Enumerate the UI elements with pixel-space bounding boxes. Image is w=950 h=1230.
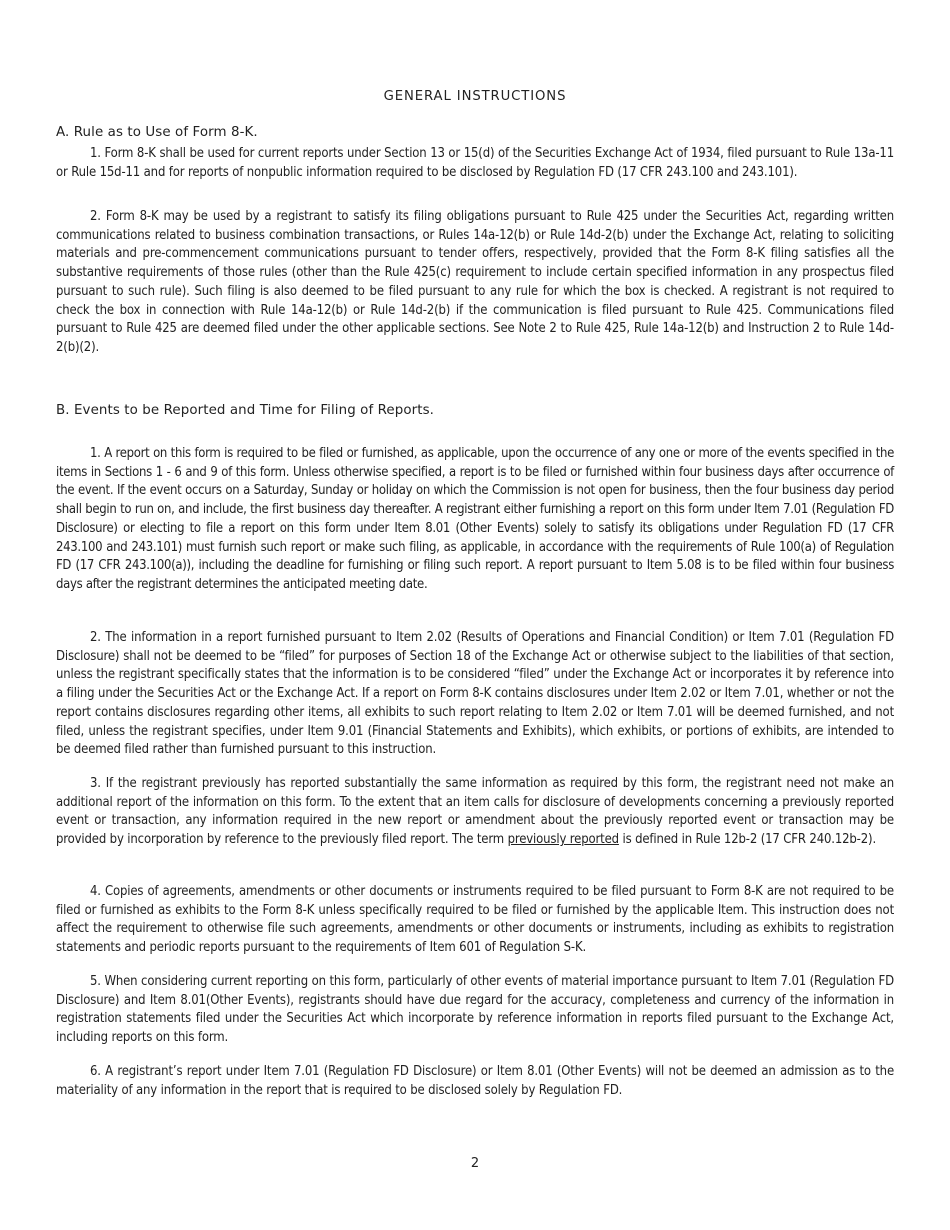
section-b-paragraph-3 <box>56 775 894 850</box>
paragraph-3-text-end: is defined in Rule 12b-2 (17 CFR 240.12b-2). <box>618 832 877 848</box>
section-b-paragraph-2: 2. The information in a report furnished pursuant to Item 2.02 (Results of Operations and Financial Condition) or Item 7.01 (Regulation FD Disclosure) shall not be deemed to be “filed” for purposes of Section 18 of the Exchange Act or otherwise subject to the liabilities of that section, unless the registrant specifically states that the information is to be considered “filed” under the Exchange Act or incorporates it by reference into a filing under the Securities Act or the Exchange Act. If a report on Form 8-K contains disclosures under Item 2.02 or Item 7.01, whether or not the report contains disclosures regarding other items, all exhibits to such report relating to Item 2.02 or Item 7.01 will be deemed furnished, and not filed, unless the registrant specifies, under Item 9.01 (Financial Statements and Exhibits), which exhibits, or portions of exhibits, are intended to be deemed filed rather than furnished pursuant to this instruction. <box>56 630 894 758</box>
paragraph-3-text-start: 3. If the registrant previously has reported substantially the same information as required by this form, the registrant need not make an additional report of the information on this form. To the extent that an item calls for disclosure of developments concerning a previously reported event or transaction, any information required in the new report or amendment about the previously reported event or transaction may be provided by incorporation by reference to the previously filed report. The term <box>56 776 894 848</box>
section-b-paragraph-1: 1. A report on this form is required to be filed or furnished, as applicable, upon the occurrence of any one or more of the events specified in the items in Sections 1 - 6 and 9 of this form. Unless otherwise specified, a report is to be filed or furnished within four business days after occurrence of the event. If the event occurs on a Saturday, Sunday or holiday on which the Commission is not open for business, then the four business day period shall begin to run on, and include, the first business day thereafter. A registrant either furnishing a report on this form under Item 7.01 (Regulation FD Disclosure) or electing to file a report on this form under Item 8.01 (Other Events) solely to satisfy its obligations under Regulation FD (17 CFR 243.100 and 243.101) must furnish such report or make such filing, as applicable, in accordance with the requirements of Rule 100(a) of Regulation FD (17 CFR 243.100(a)), including the deadline for furnishing or filing such report. A report pursuant to Item 5.08 is to be filed within four business days after the registrant determines the anticipated meeting date. <box>56 446 894 592</box>
section-b-paragraph-5: 5. When considering current reporting on this form, particularly of other events of material importance pursuant to Item 7.01 (Regulation FD Disclosure) and Item 8.01(Other Events), registrants should have due regard for the accuracy, completeness and currency of the information in registration statements filed under the Securities Act which incorporate by reference information in reports filed pursuant to the Exchange Act, including reports on this form. <box>56 974 894 1046</box>
document-title: GENERAL INSTRUCTIONS <box>383 89 567 104</box>
page-number: 2 <box>470 1156 480 1171</box>
section-b-heading: B. Events to be Reported and Time for Filing of Reports. <box>56 403 435 418</box>
section-b-paragraph-4: 4. Copies of agreements, amendments or other documents or instruments required to be filed pursuant to Form 8-K are not required to be filed or furnished as exhibits to the Form 8-K unless specifically required to be filed or furnished by the applicable Item. This instruction does not affect the requirement to otherwise file such agreements, amendments or other documents or instruments, including as exhibits to registration statements and periodic reports pursuant to the requirements of Item 601 of Regulation S-K. <box>56 884 894 956</box>
defined-term-previously-reported: previously reported <box>507 832 619 848</box>
section-a-heading: A. Rule as to Use of Form 8-K. <box>56 125 258 140</box>
section-b-paragraph-6: 6. A registrant’s report under Item 7.01 (Regulation FD Disclosure) or Item 8.01 (Other Events) will not be deemed an admission as to the materiality of any information in the report that is required to be disclosed solely by Regulation FD. <box>56 1064 894 1098</box>
document-page <box>56 0 894 1230</box>
section-a-paragraph-1: 1. Form 8-K shall be used for current reports under Section 13 or 15(d) of the Securities Exchange Act of 1934, filed pursuant to Rule 13a-11 or Rule 15d-11 and for reports of nonpublic information required to be disclosed by Regulation FD (17 CFR 243.100 and 243.101). <box>56 146 894 180</box>
section-a-paragraph-2: 2. Form 8-K may be used by a registrant to satisfy its filing obligations pursuant to Rule 425 under the Securities Act, regarding written communications related to business combination transactions, or Rules 14a-12(b) or Rule 14d-2(b) under the Exchange Act, relating to soliciting materials and pre-commencement communications pursuant to tender offers, respectively, provided that the Form 8-K filing satisfies all the substantive requirements of those rules (other than the Rule 425(c) requirement to include certain specified information in any prospectus filed pursuant to such rule). Such filing is also deemed to be filed pursuant to any rule for which the box is checked. A registrant is not required to check the box in connection with Rule 14a-12(b) or Rule 14d-2(b) if the communication is filed pursuant to Rule 425. Communications filed pursuant to Rule 425 are deemed filed under the other applicable sections. See Note 2 to Rule 425, Rule 14a-12(b) and Instruction 2 to Rule 14d-2(b)(2). <box>56 209 894 355</box>
